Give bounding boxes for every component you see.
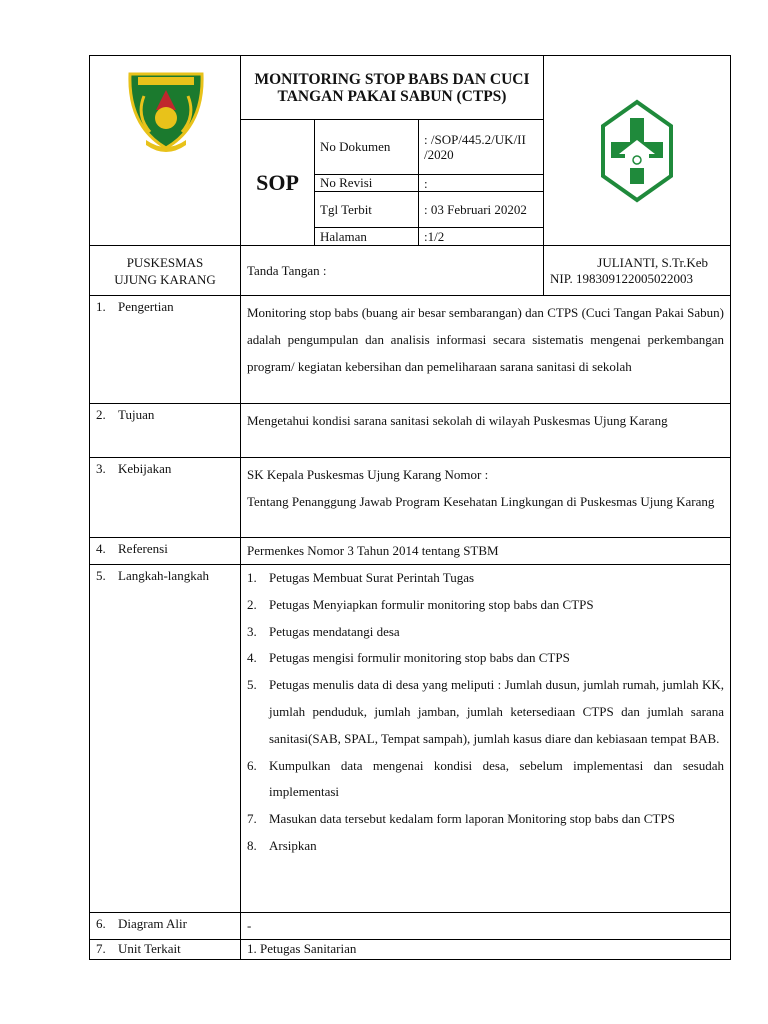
sop-table <box>89 55 731 960</box>
meta-value-no-dokumen: : /SOP/445.2/UK/II /2020 <box>419 120 544 175</box>
signature-label: Tanda Tangan : <box>241 246 544 296</box>
signer-block <box>544 246 731 296</box>
kebijakan-line-1: SK Kepala Puskesmas Ujung Karang Nomor : <box>247 467 489 482</box>
list-item: 1. Petugas Membuat Surat Perintah Tugas <box>247 570 475 585</box>
section-label-unit: 7. Unit Terkait <box>90 940 241 960</box>
list-item: 2. Petugas Menyiapkan formulir monitoring stop babs dan CTPS <box>247 596 594 612</box>
list-item: 6. Kumpulkan data mengenai kondisi desa, sebelum implementasi dan sesudah implementasi <box>247 757 725 800</box>
section-text-tujuan: Mengetahui kondisi sarana sanitasi sekolah di wilayah Puskesmas Ujung Karang <box>241 404 731 458</box>
organization-name <box>90 246 241 296</box>
section-label-tujuan: 2. Tujuan <box>90 404 241 458</box>
section-text-referensi: Permenkes Nomor 3 Tahun 2014 tentang STBM <box>241 538 731 565</box>
signer-nip: NIP. 198309122005022003 <box>550 270 694 286</box>
section-label-kebijakan: 3. Kebijakan <box>90 458 241 538</box>
regency-logo-cell <box>90 56 241 246</box>
sop-document <box>89 55 730 960</box>
sop-label: SOP <box>241 120 315 246</box>
list-item: 7. Masukan data tersebut kedalam form laporan Monitoring stop babs dan CTPS <box>247 811 675 827</box>
section-text-diagram: - <box>241 913 731 940</box>
org-line-1: PUSKESMAS <box>126 254 204 270</box>
meta-label-no-revisi: No Revisi <box>315 175 419 192</box>
list-item: 5. Petugas menulis data di desa yang meliputi : Jumlah dusun, jumlah rumah, jumlah KK, jumlah penduduk, jumlah jamban, jumlah ketersediaan CTPS dan jumlah sarana sanitasi(SAB, SPAL, Tempat sampah), jumlah kasus diare dan kebiasaan tempat BAB. <box>247 677 725 746</box>
kebijakan-line-2: Tentang Penanggung Jawab Program Kesehatan Lingkungan di Puskesmas Ujung Karang <box>247 494 715 509</box>
meta-label-no-dokumen: No Dokumen <box>315 120 419 175</box>
meta-label-halaman: Halaman <box>315 228 419 246</box>
health-logo-cell <box>544 56 731 246</box>
section-text-kebijakan <box>241 458 731 538</box>
list-item: 3. Petugas mendatangi desa <box>247 623 400 639</box>
list-item: 4. Petugas mengisi formulir monitoring stop babs dan CTPS <box>247 650 570 666</box>
signer-name: JULIANTI, S.Tr.Keb <box>597 254 709 270</box>
org-line-2: UJUNG KARANG <box>114 271 216 287</box>
section-label-pengertian: 1. Pengertian <box>90 296 241 404</box>
section-text-pengertian: Monitoring stop babs (buang air besar sembarangan) dan CTPS (Cuci Tangan Pakai Sabun) adalah pengumpulan dan analisis informasi secara sistematis mengenai perkembangan program/ kegiatan kebersihan dan pemeliharaan sarana sanitasi di sekolah <box>241 296 731 404</box>
meta-value-no-revisi: : <box>419 175 544 192</box>
meta-value-halaman: :1/2 <box>419 228 544 246</box>
meta-label-tgl-terbit: Tgl Terbit <box>315 192 419 228</box>
section-label-diagram: 6. Diagram Alir <box>90 913 241 940</box>
section-label-referensi: 4. Referensi <box>90 538 241 565</box>
health-cross-icon <box>597 96 677 206</box>
section-steps-langkah <box>241 565 731 913</box>
document-title: MONITORING STOP BABS DAN CUCI TANGAN PAKAI SABUN (CTPS) <box>241 56 544 120</box>
meta-value-tgl-terbit: : 03 Februari 20202 <box>419 192 544 228</box>
steps-list <box>247 565 724 860</box>
regency-emblem-icon <box>90 66 241 176</box>
list-item: 8. Arsipkan <box>247 837 317 853</box>
section-label-langkah: 5. Langkah-langkah <box>90 565 241 913</box>
section-text-unit: 1. Petugas Sanitarian <box>241 940 731 960</box>
